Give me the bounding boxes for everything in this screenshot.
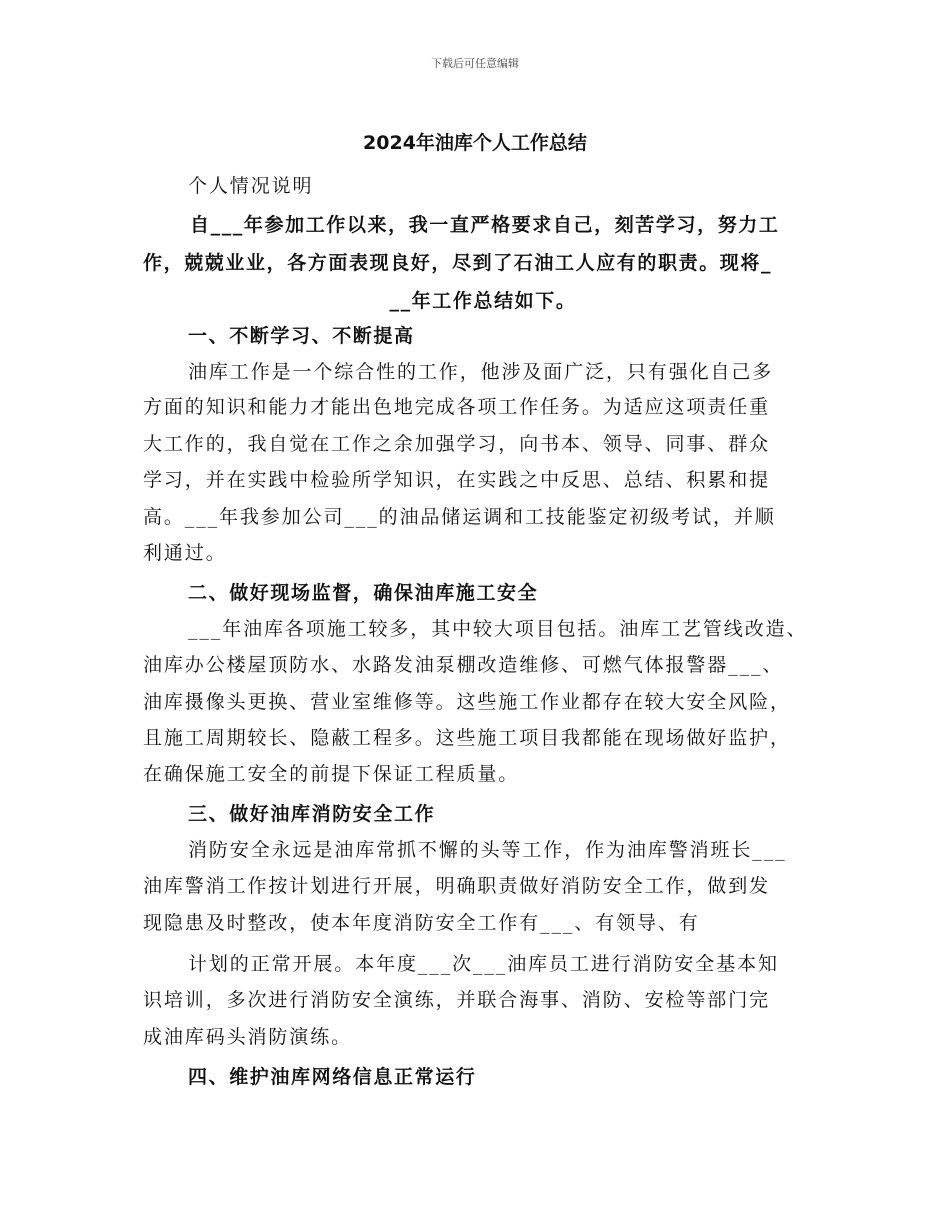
intro-line-2: 作，兢兢业业，各方面表现良好，尽到了石油工人应有的职责。现将_ [143,252,773,274]
section3-line-2: 油库警消工作按计划进行开展，明确职责做好消防安全工作，做到发 [143,875,771,897]
section2-heading: 二、做好现场监督，确保油库施工安全 [188,582,539,604]
section1-line-3: 大工作的，我自觉在工作之余加强学习，向书本、领导、同事、群众 [143,433,771,455]
section2-line-2: 油库办公楼屋顶防水、水路发油泵棚改造维修、可燃气体报警器___、 [143,654,784,676]
section1-line-6: 利通过。 [143,542,227,564]
section2-line-3: 油库摄像头更换、营业室维修等。这些施工作业都存在较大安全风险， [143,691,791,713]
section2-line-5: 在确保施工安全的前提下保证工程质量。 [143,763,520,785]
section2-line-1: ___年油库各项施工较多，其中较大项目包括。油库工艺管线改造、 [188,618,808,640]
section3-heading: 三、做好油库消防安全工作 [188,803,436,825]
intro-line-3: __年工作总结如下。 [389,290,577,312]
section4-heading: 四、维护油库网络信息正常运行 [188,1066,477,1088]
section2-line-4: 且施工周期较长、隐蔽工程多。这些施工项目我都能在现场做好监护， [143,727,791,749]
section3-line-4: 计划的正常开展。本年度___次___油库员工进行消防安全基本知 [188,953,779,975]
section3-line-3: 现隐患及时整改，使本年度消防安全工作有___、有领导、有 [143,912,700,934]
intro-line-1: 自___年参加工作以来，我一直严格要求自己，刻苦学习，努力工 [190,214,780,236]
header-note: 下载后可任意编辑 [431,57,519,70]
section1-line-5: 高。___年我参加公司___的油品储运调和工技能鉴定初级考试，并顺 [143,506,776,528]
section1-heading: 一、不断学习、不断提高 [188,325,415,347]
section3-line-5: 识培训，多次进行消防安全演练，并联合海事、消防、安检等部门完 [143,989,771,1011]
document-title: 2024年油库个人工作总结 [363,132,587,154]
section3-line-1: 消防安全永远是油库常抓不懈的头等工作，作为油库警消班长___ [188,839,787,861]
section3-line-6: 成油库码头消防演练。 [143,1026,353,1048]
section1-line-4: 学习，并在实践中检验所学知识，在实践之中反思、总结、积累和提 [143,469,771,491]
intro-heading: 个人情况说明 [188,175,314,197]
section1-line-1: 油库工作是一个综合性的工作，他涉及面广泛，只有强化自己多 [188,361,774,383]
section1-line-2: 方面的知识和能力才能出色地完成各项工作任务。为适应这项责任重 [143,396,771,418]
